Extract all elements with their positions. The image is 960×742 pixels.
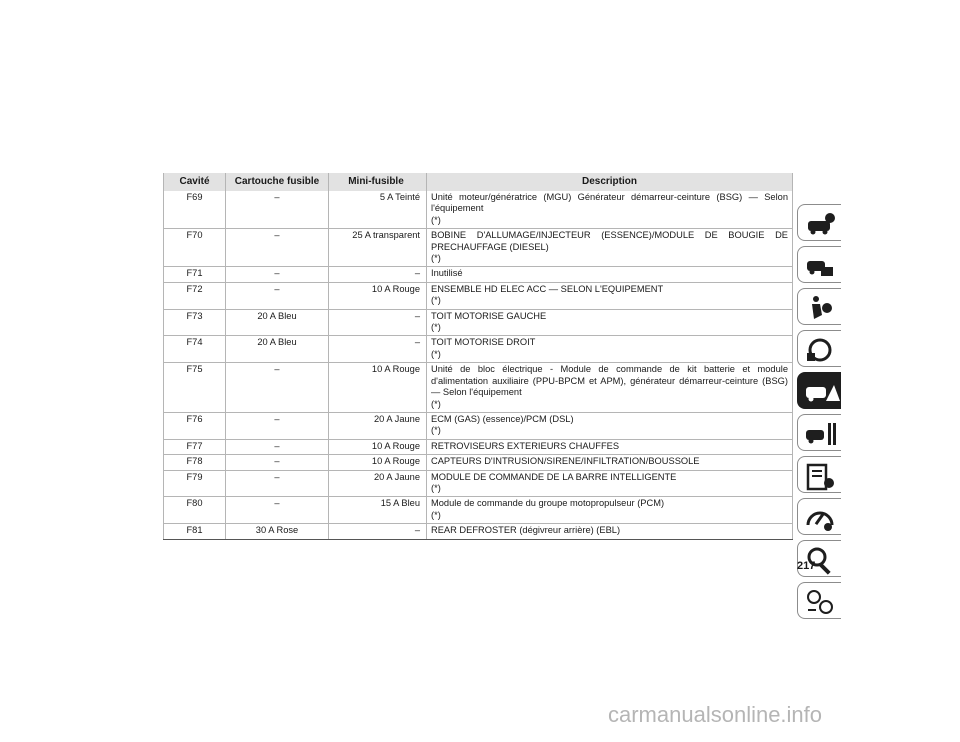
table-row [164,439,793,454]
cell-cartridge: – [226,267,329,282]
cell-cavity: F75 [164,363,226,413]
description-line: (*) [431,398,441,409]
description-line: (*) [431,322,441,333]
cell-cartridge: – [226,497,329,524]
cell-cavity: F70 [164,229,226,267]
cell-mini-fuse: – [329,267,427,282]
cell-cartridge: 30 A Rose [226,524,329,539]
fuse-table [163,173,793,540]
table-row [164,282,793,309]
car-warning-icon [804,377,842,407]
description-line: (*) [431,348,441,359]
description-line: (*) [431,214,441,225]
cell-description [427,455,793,470]
cell-description [427,524,793,539]
header-description: Description [427,173,793,191]
table-row [164,191,793,229]
cell-description [427,497,793,524]
airbag-person-icon [804,293,842,323]
description-line: TOIT MOTORISE GAUCHE [431,310,547,321]
cell-cavity: F69 [164,191,226,229]
cell-mini-fuse: 10 A Rouge [329,439,427,454]
table-row [164,267,793,282]
cell-mini-fuse: – [329,524,427,539]
side-tab-car-dashboard[interactable] [797,204,841,241]
side-tab-airbag-person[interactable] [797,288,841,325]
cell-cartridge: – [226,229,329,267]
cell-mini-fuse: 10 A Rouge [329,455,427,470]
cell-cavity: F81 [164,524,226,539]
cell-description [427,412,793,439]
side-tab-car-warning[interactable] [797,372,841,409]
car-dashboard-icon [804,209,842,239]
cell-description [427,282,793,309]
cell-mini-fuse: – [329,309,427,336]
cell-description [427,267,793,282]
cell-cartridge: – [226,455,329,470]
languages-icon [804,587,842,617]
table-row [164,229,793,267]
description-line: BOBINE D'ALLUMAGE/INJECTEUR (ESSENCE)/MODULE DE BOUGIE DE PRECHAUFFAGE (DIESEL) [431,230,788,252]
cell-cartridge: – [226,412,329,439]
cell-mini-fuse: 20 A Jaune [329,470,427,497]
cell-mini-fuse: – [329,336,427,363]
header-mini-fuse: Mini-fusible [329,173,427,191]
cell-mini-fuse: 10 A Rouge [329,363,427,413]
cell-cavity: F73 [164,309,226,336]
description-line: CAPTEURS D'INTRUSION/SIRENE/INFILTRATION/BOUSSOLE [431,456,700,467]
cell-cavity: F74 [164,336,226,363]
cell-cavity: F77 [164,439,226,454]
description-line: ENSEMBLE HD ELEC ACC — SELON L'EQUIPEMENT [431,283,664,294]
table-row [164,470,793,497]
watermark: carmanualsonline.info [608,702,823,727]
header-cavity: Cavité [164,173,226,191]
cell-cartridge: – [226,191,329,229]
cell-description [427,439,793,454]
description-line: Unité de bloc électrique - Module de commande de kit batterie et module d'alimentation auxiliaire (PPU-BPCM et APM), générateur démarreur-ceinture (BSG) — Selon l'équipement [431,364,788,398]
cell-cartridge: – [226,363,329,413]
cell-cavity: F79 [164,470,226,497]
cell-description [427,229,793,267]
checklist-icon [804,461,842,491]
cell-description [427,191,793,229]
side-tab-car-mail[interactable] [797,246,841,283]
cell-description [427,363,793,413]
cell-mini-fuse: 15 A Bleu [329,497,427,524]
description-line: (*) [431,482,441,493]
cell-cavity: F71 [164,267,226,282]
cell-description [427,309,793,336]
table-row [164,363,793,413]
description-line: Unité moteur/génératrice (MGU) Générateur démarreur-ceinture (BSG) — Selon l'équipement [431,192,788,214]
cell-cartridge: – [226,439,329,454]
cell-cartridge: – [226,282,329,309]
table-row [164,336,793,363]
cell-cavity: F76 [164,412,226,439]
header-cartridge: Cartouche fusible [226,173,329,191]
side-tab-checklist[interactable] [797,456,841,493]
description-line: (*) [431,509,441,520]
cell-cartridge: – [226,470,329,497]
steering-wheel-icon [804,335,842,365]
cell-mini-fuse: 20 A Jaune [329,412,427,439]
table-header-row [164,173,793,191]
table-body [164,191,793,539]
table-row [164,524,793,539]
description-line: TOIT MOTORISE DROIT [431,337,536,348]
description-line: Inutilisé [431,268,463,279]
description-line: (*) [431,295,441,306]
table-row [164,497,793,524]
description-line: REAR DEFROSTER (dégivreur arrière) (EBL) [431,525,621,536]
side-tab-languages[interactable] [797,582,841,619]
cell-cavity: F80 [164,497,226,524]
table-row [164,412,793,439]
description-line: MODULE DE COMMANDE DE LA BARRE INTELLIGENTE [431,471,677,482]
side-tab-car-tools[interactable] [797,414,841,451]
cell-description [427,470,793,497]
description-line: (*) [431,253,441,264]
cell-cartridge: 20 A Bleu [226,309,329,336]
cell-description [427,336,793,363]
car-tools-icon [804,419,842,449]
cell-cartridge: 20 A Bleu [226,336,329,363]
side-tab-gauge-wrench[interactable] [797,498,841,535]
description-line: (*) [431,425,441,436]
description-line: Module de commande du groupe motopropulseur (PCM) [431,498,665,509]
cell-mini-fuse: 10 A Rouge [329,282,427,309]
description-line: RETROVISEURS EXTERIEURS CHAUFFES [431,440,620,451]
cell-mini-fuse: 25 A transparent [329,229,427,267]
side-tab-steering-wheel[interactable] [797,330,841,367]
gauge-wrench-icon [804,503,842,533]
page-number: 217 [797,560,816,572]
description-line: ECM (GAS) (essence)/PCM (DSL) [431,413,574,424]
cell-cavity: F72 [164,282,226,309]
table-row [164,309,793,336]
cell-mini-fuse: 5 A Teinté [329,191,427,229]
car-mail-icon [804,251,842,281]
cell-cavity: F78 [164,455,226,470]
table-row [164,455,793,470]
